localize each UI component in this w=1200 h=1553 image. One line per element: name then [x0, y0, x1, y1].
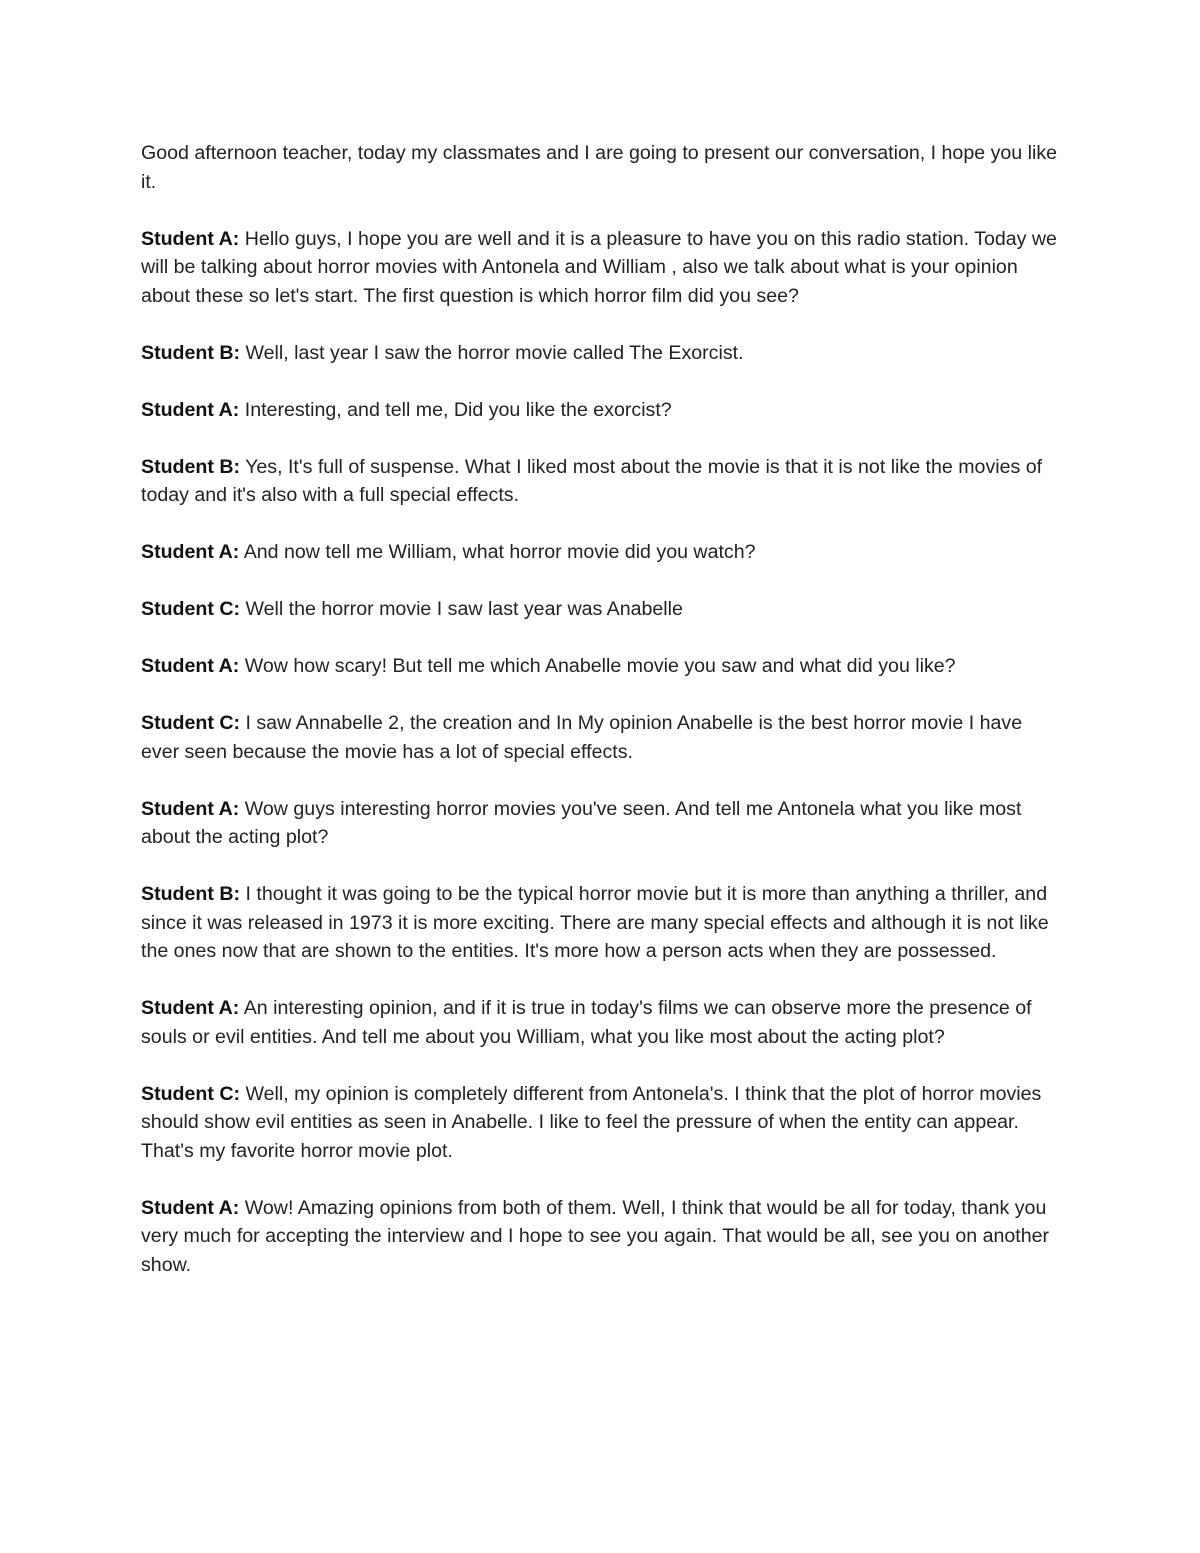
dialogue-turn: [141, 396, 1061, 425]
speaker-label: Student A:: [141, 655, 240, 677]
document-page: [141, 139, 1061, 1308]
dialogue-text: And now tell me William, what horror movie did you watch?: [239, 541, 756, 563]
dialogue-text: Hello guys, I hope you are well and it is a pleasure to have you on this radio station. Today we will be talking about horror movies with Antonela and William , also we talk about what is your opinion about these so let's start. The first question is which horror film did you see?: [141, 227, 1057, 307]
intro-paragraph: Good afternoon teacher, today my classmates and I are going to present our conversation, I hope you like it.: [141, 142, 1058, 193]
dialogue-turn: [141, 994, 1061, 1051]
dialogue-text: I thought it was going to be the typical horror movie but it is more than anything a thriller, and since it was released in 1973 it is more exciting. There are many special effects and although it is not like the ones now that are shown to the entities. It's more how a person acts when they are possessed.: [141, 883, 1049, 962]
dialogue-turn: [141, 652, 1061, 681]
dialogue-turn: [141, 453, 1061, 510]
dialogue-turn: [141, 595, 1061, 624]
dialogue-turn: [141, 1194, 1061, 1280]
dialogue-turn: [141, 795, 1061, 852]
dialogue-text: Well, my opinion is completely different from Antonela's. I think that the plot of horror movies should show evil entities as seen in Anabelle. I like to feel the pressure of when the entity can appear. That's my favorite horror movie plot.: [141, 1082, 1042, 1162]
speaker-label: Student B:: [141, 341, 241, 364]
speaker-label: Student A:: [141, 541, 240, 563]
speaker-label: Student C:: [141, 598, 241, 620]
dialogue-text: Wow how scary! But tell me which Anabelle movie you saw and what did you like?: [239, 655, 956, 677]
dialogue-text: Yes, It's full of suspense. What I liked most about the movie is that it is not like the movies of today and it's also with a full special effects.: [141, 455, 1043, 506]
speaker-label: Student A:: [141, 797, 240, 820]
speaker-label: Student A:: [141, 997, 240, 1019]
dialogue-turn: [141, 339, 1061, 368]
dialogue-text: An interesting opinion, and if it is true in today's films we can observe more the presence of souls or evil entities. And tell me about you William, what you like most about the acting plot?: [141, 997, 1032, 1048]
dialogue-text: Wow guys interesting horror movies you've seen. And tell me Antonela what you like most about the acting plot?: [141, 797, 1022, 848]
dialogue-turn: [141, 538, 1061, 567]
dialogue-turn: [141, 880, 1061, 966]
speaker-label: Student B:: [141, 883, 241, 905]
speaker-label: Student C:: [141, 712, 241, 734]
speaker-label: Student A:: [141, 1196, 240, 1219]
speaker-label: Student B:: [141, 455, 241, 478]
dialogue-text: Well the horror movie I saw last year was Anabelle: [240, 598, 683, 620]
dialogue-turn: [141, 709, 1061, 766]
dialogue-turn: [141, 225, 1061, 311]
dialogue-turn: [141, 1080, 1061, 1166]
dialogue-text: Interesting, and tell me, Did you like the exorcist?: [239, 398, 672, 421]
dialogue-text: I saw Annabelle 2, the creation and In My opinion Anabelle is the best horror movie I have ever seen because the movie has a lot of special effects.: [141, 712, 1023, 763]
speaker-label: Student A:: [141, 227, 240, 250]
speaker-label: Student C:: [141, 1082, 241, 1105]
dialogue-text: Wow! Amazing opinions from both of them. Well, I think that would be all for today, thank you very much for accepting the interview and I hope to see you again. That would be all, see you on another show.: [141, 1196, 1050, 1276]
speaker-label: Student A:: [141, 398, 240, 421]
dialogue-text: Well, last year I saw the horror movie called The Exorcist.: [240, 341, 744, 364]
